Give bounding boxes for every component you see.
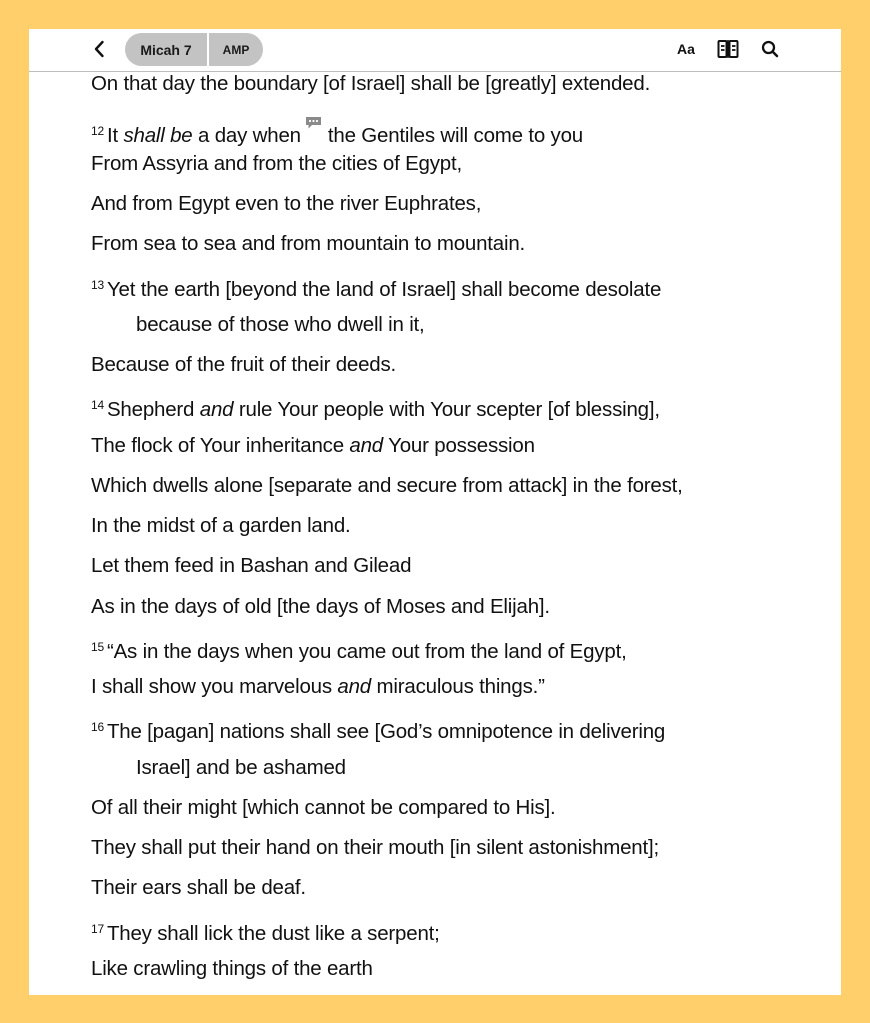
- verse-line: because of those who dwell in it,: [136, 313, 425, 336]
- verse-line: Israel] and be ashamed: [136, 756, 346, 779]
- verse-line: And from Egypt even to the river Euphrates,: [91, 192, 482, 215]
- verse-line: From Assyria and from the cities of Egypt,: [91, 152, 462, 175]
- study-note-icon[interactable]: [305, 111, 322, 137]
- chevron-left-icon: [93, 40, 105, 58]
- search-button[interactable]: [760, 38, 780, 60]
- verse-number: 15: [91, 640, 104, 654]
- verse-number: 16: [91, 720, 104, 734]
- reference-selector: [125, 33, 263, 66]
- version-button[interactable]: AMP: [222, 42, 250, 57]
- verse-line: Let them feed in Bashan and Gilead: [91, 554, 412, 577]
- verse-line: In the midst of a garden land.: [91, 514, 351, 537]
- search-icon: [761, 40, 779, 58]
- verse-number: 17: [91, 922, 104, 936]
- verse-line: The flock of Your inheritance and Your possession: [91, 434, 535, 457]
- verse-15[interactable]: $^{15}$ “As in the days when you came out from the land of Egypt,: [91, 640, 627, 663]
- parallel-bible-button[interactable]: [716, 38, 740, 60]
- verse-line: Their ears shall be deaf.: [91, 876, 306, 899]
- verse-13[interactable]: $^{13}$ Yet the earth [beyond the land of Israel] shall become desolate: [91, 278, 662, 301]
- verse-line: I shall show you marvelous and miraculous things.”: [91, 675, 545, 698]
- verse-line: On that day the boundary [of Israel] shall be [greatly] extended.: [91, 72, 651, 95]
- verse-17[interactable]: $^{17}$ They shall lick the dust like a serpent;: [91, 922, 440, 945]
- verse-line: As in the days of old [the days of Moses and Elijah].: [91, 595, 550, 618]
- verse-14[interactable]: $^{14}$ Shepherd and rule Your people with Your scepter [of blessing],: [91, 398, 660, 421]
- verse-line: Of all their might [which cannot be compared to His].: [91, 796, 556, 819]
- verse-16[interactable]: $^{16}$ The [pagan] nations shall see [God’s omnipotence in delivering: [91, 720, 666, 743]
- verse-line: They shall put their hand on their mouth [in silent astonishment];: [91, 836, 659, 859]
- verse-12[interactable]: $^{12}$ It shall be a day when the Gentiles will come to you: [91, 111, 583, 149]
- font-settings-button[interactable]: Aa: [677, 41, 695, 57]
- reader-toolbar: [29, 29, 841, 72]
- book-chapter-button[interactable]: Micah 7: [125, 33, 209, 66]
- verse-number: 12: [91, 124, 104, 138]
- verse-line: From sea to sea and from mountain to mountain.: [91, 232, 526, 255]
- verse-line: Because of the fruit of their deeds.: [91, 353, 397, 376]
- back-button[interactable]: [89, 38, 109, 60]
- verse-line: Which dwells alone [separate and secure from attack] in the forest,: [91, 474, 683, 497]
- verse-number: 14: [91, 398, 104, 412]
- reader-panel: [29, 29, 841, 995]
- parallel-bible-icon: [717, 39, 739, 59]
- verse-line: Like crawling things of the earth: [91, 957, 373, 980]
- verse-number: 13: [91, 278, 104, 292]
